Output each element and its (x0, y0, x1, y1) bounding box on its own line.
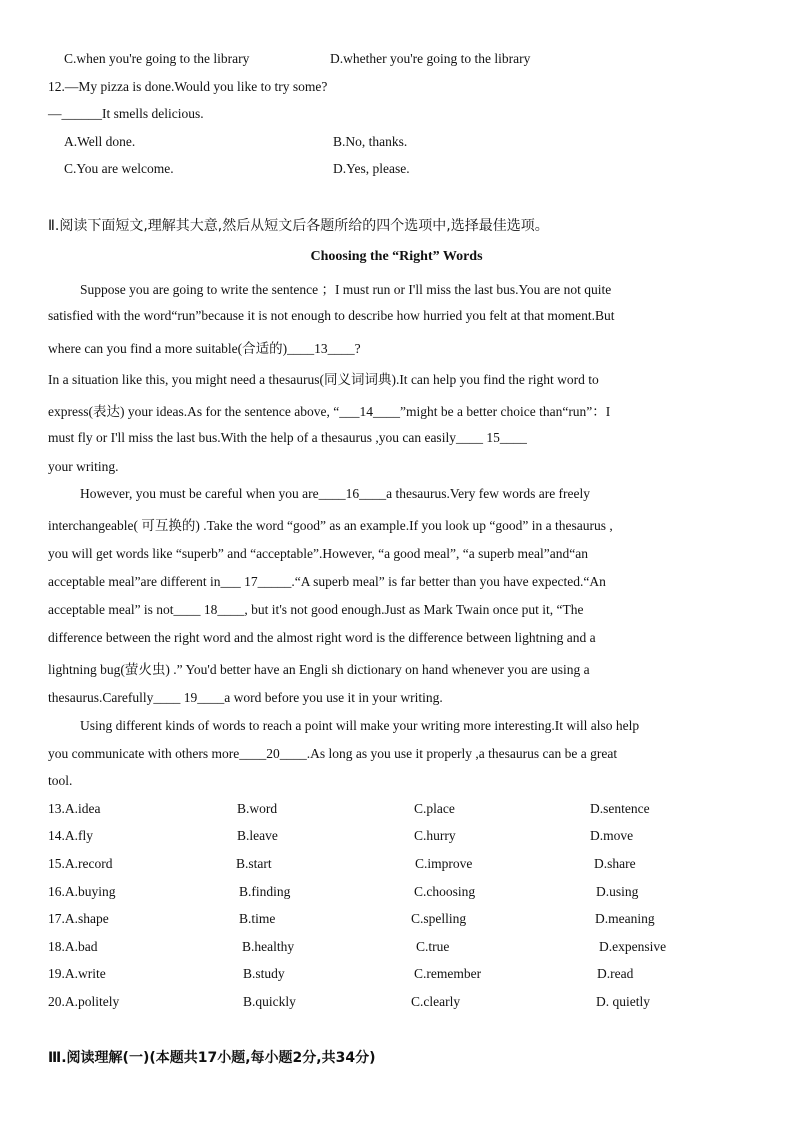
passage-line-2: satisfied with the word“run”because it is not enough to describe how hurried you felt at that moment.But (48, 308, 615, 323)
q20-option-d: D. quietly (596, 994, 650, 1009)
passage-line-5: express(表达) your ideas.As for the sentence above, “___14____”might be a better choice than“run”：I (48, 404, 611, 419)
q20-option-c: C.clearly (411, 994, 461, 1009)
q18-option-d: D.expensive (599, 939, 667, 954)
passage-line-11: acceptable meal”are different in___ 17_____.“A superb meal” is far better than you have expected.“An (48, 574, 606, 589)
q13-option-a: 13.A.idea (48, 801, 101, 816)
q19-option-c: C.remember (414, 966, 482, 981)
q16-option-b: B.finding (239, 884, 291, 899)
q17-option-b: B.time (239, 911, 276, 926)
q12-option-c: C.You are welcome. (64, 161, 174, 176)
passage-line-15: thesaurus.Carefully____ 19____a word before you use it in your writing. (48, 690, 443, 705)
q17-option-d: D.meaning (595, 911, 655, 926)
passage-line-18: tool. (48, 773, 73, 788)
q18-option-b: B.healthy (242, 939, 295, 954)
q15-option-a: 15.A.record (48, 856, 113, 871)
passage-line-6: must fly or I'll miss the last bus.With the help of a thesaurus ,you can easily____ 15____ (48, 430, 527, 445)
q15-option-d: D.share (594, 856, 636, 871)
q19-option-d: D.read (597, 966, 634, 981)
q13-option-d: D.sentence (590, 801, 650, 816)
q15-option-c: C.improve (415, 856, 473, 871)
passage-line-13: difference between the right word and the almost right word is the difference between lightning and a (48, 630, 596, 645)
passage-line-8: However, you must be careful when you are____16____a thesaurus.Very few words are freely (80, 486, 591, 501)
passage-line-16: Using different kinds of words to reach a point will make your writing more interesting.It will also help (80, 718, 640, 733)
q16-option-d: D.using (596, 884, 639, 899)
passage-line-14: lightning bug(萤火虫) .” You'd better have an Engli sh dictionary on hand whenever you are using a (48, 662, 590, 677)
q11-option-d: D.whether you're going to the library (330, 51, 531, 66)
q12-question: 12.—My pizza is done.Would you like to try some? (48, 79, 328, 94)
passage-line-7: your writing. (48, 459, 119, 474)
passage-line-10: you will get words like “superb” and “acceptable”.However, “a good meal”, “a superb meal”and“an (48, 546, 588, 561)
passage-line-3: where can you find a more suitable(合适的)____13____? (48, 341, 361, 356)
q14-option-a: 14.A.fly (48, 828, 93, 843)
passage-line-4: In a situation like this, you might need a thesaurus(同义词词典).It can help you find the right word to (48, 372, 599, 387)
q18-option-c: C.true (416, 939, 450, 954)
q14-option-c: C.hurry (414, 828, 456, 843)
q13-option-b: B.word (237, 801, 278, 816)
section-3-heading: Ⅲ.阅读理解(一)(本题共17小题,每小题2分,共34分) (48, 1050, 376, 1066)
q12-option-d: D.Yes, please. (333, 161, 410, 176)
q12-answer-line: —______It smells delicious. (48, 106, 204, 121)
passage-line-12: acceptable meal” is not____ 18____, but it's not good enough.Just as Mark Twain once put it, “The (48, 602, 584, 617)
q19-option-b: B.study (243, 966, 285, 981)
q17-option-a: 17.A.shape (48, 911, 109, 926)
q14-option-d: D.move (590, 828, 634, 843)
q12-option-b: B.No, thanks. (333, 134, 408, 149)
q20-option-b: B.quickly (243, 994, 296, 1009)
q11-option-c: C.when you're going to the library (64, 51, 250, 66)
passage-title: Choosing the “Right” Words (310, 249, 483, 264)
q15-option-b: B.start (236, 856, 272, 871)
passage-line-9: interchangeable( 可互换的) .Take the word “good” as an example.If you look up “good” in a thesaurus , (48, 518, 613, 533)
q19-option-a: 19.A.write (48, 966, 106, 981)
q16-option-c: C.choosing (414, 884, 476, 899)
q16-option-a: 16.A.buying (48, 884, 116, 899)
q14-option-b: B.leave (237, 828, 278, 843)
q18-option-a: 18.A.bad (48, 939, 98, 954)
q12-option-a: A.Well done. (64, 134, 136, 149)
section-2-heading: Ⅱ.阅读下面短文,理解其大意,然后从短文后各题所给的四个选项中,选择最佳选项。 (48, 218, 549, 234)
passage-line-1: Suppose you are going to write the sentence ；I must run or I'll miss the last bus.You are not quite (80, 282, 612, 297)
q20-option-a: 20.A.politely (48, 994, 120, 1009)
q17-option-c: C.spelling (411, 911, 467, 926)
passage-line-17: you communicate with others more____20____.As long as you use it properly ,a thesaurus can be a great (48, 746, 618, 761)
q13-option-c: C.place (414, 801, 455, 816)
